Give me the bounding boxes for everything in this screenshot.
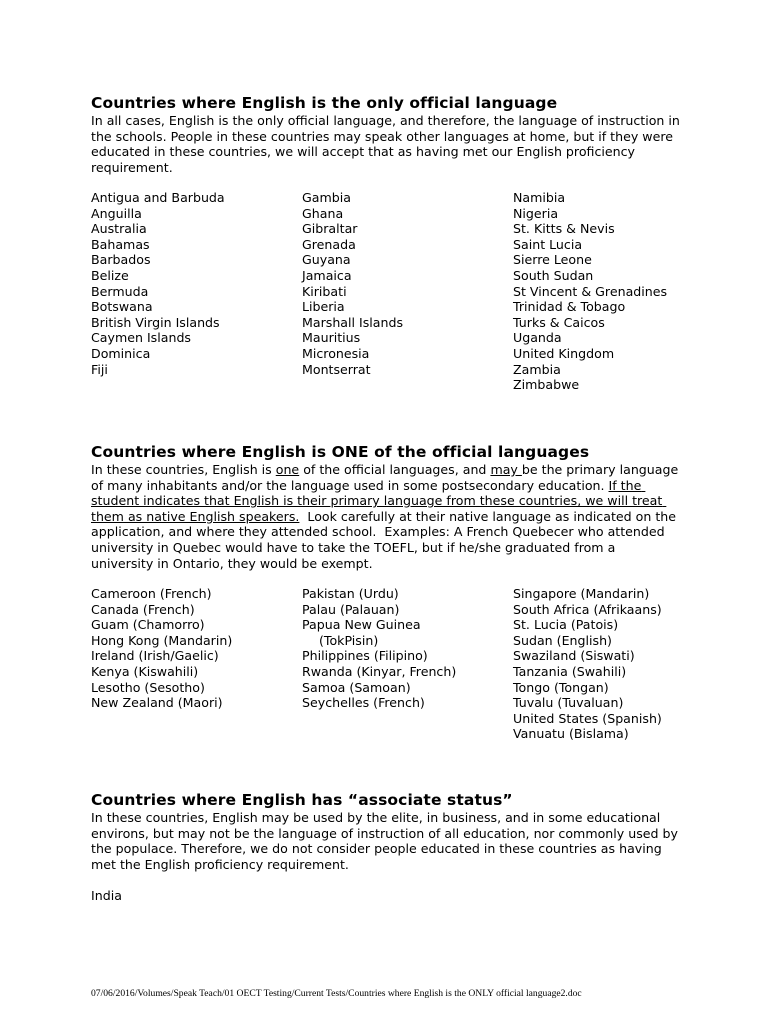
section1-paragraph: In all cases, English is the only official language, and therefore, the language of instruction in the schools. People in these countries may speak other languages at home, but if they were educated in these countries, we will accept that as having met our English proficiency requirement. — [91, 113, 680, 175]
country-list-item: South Sudan — [513, 267, 594, 283]
country-list-item: St Vincent & Grenadines — [513, 283, 668, 299]
country-list-item: Guam (Chamorro) — [91, 617, 205, 633]
country-list-item: United States (Spanish) — [513, 710, 662, 726]
section2-text-may: may — [490, 462, 522, 477]
country-list-item: Trinidad & Tobago — [513, 299, 626, 315]
country-list-item: Gibraltar — [302, 221, 358, 237]
section3-heading: Countries where English has “associate status” — [91, 791, 513, 809]
country-list-item: Grenada — [302, 236, 356, 252]
country-list-item: British Virgin Islands — [91, 314, 220, 330]
country-list-item: Micronesia — [302, 345, 370, 361]
country-list-item: Tanzania (Swahili) — [513, 663, 627, 679]
section2-text-underlined: If the student indicates that English is their primary language from these countries, we will treat them as native English speakers. — [91, 477, 667, 524]
country-list-item: Sudan (English) — [513, 632, 612, 648]
country-list-item: Caymen Islands — [91, 330, 191, 346]
country-list-item: Fiji — [91, 361, 108, 377]
section1-heading: Countries where English is the only official language — [91, 94, 558, 112]
country-list-item: Hong Kong (Mandarin) — [91, 632, 233, 648]
country-list-item: United Kingdom — [513, 345, 615, 361]
country-list-item: Zimbabwe — [513, 377, 580, 393]
country-list-item: Zambia — [513, 361, 561, 377]
country-list-item: Tuvalu (Tuvaluan) — [513, 695, 624, 711]
country-list-item: Vanuatu (Bislama) — [513, 726, 629, 742]
section2-heading: Countries where English is ONE of the official languages — [91, 443, 590, 461]
country-list-item: Bermuda — [91, 283, 149, 299]
country-list-item: Barbados — [91, 252, 151, 268]
section3-paragraph: In these countries, English may be used by the elite, in business, and in some educational environs, but may not be the language of instruction of all education, nor commonly used by the populace. Therefore, we do not consider people educated in these countries as having met the English proficiency requirement. — [91, 810, 678, 872]
section2-column-2 — [302, 586, 507, 711]
section-associate-status — [91, 791, 681, 872]
section2-text-a: In these countries, English is — [91, 462, 276, 477]
country-list-item: (TokPisin) — [319, 632, 379, 648]
section2-text-one: one — [275, 462, 300, 477]
country-list-item: Nigeria — [513, 205, 559, 221]
section2-paragraph — [91, 462, 681, 571]
country-list-item: Gambia — [302, 190, 351, 205]
country-list-item: Mauritius — [302, 330, 361, 346]
country-list-item: Namibia — [513, 190, 566, 205]
country-list-item: Papua New Guinea — [302, 617, 421, 633]
country-list-item: Philippines (Filipino) — [302, 648, 428, 664]
country-list-item: Cameroon (French) — [91, 586, 212, 601]
country-list-item: Samoa (Samoan) — [302, 679, 411, 695]
country-list-item: Ghana — [302, 205, 344, 221]
country-list-item: Kiribati — [302, 283, 347, 299]
country-list-item: Canada (French) — [91, 601, 195, 617]
section1-column-3 — [513, 190, 718, 393]
country-list-item: Bahamas — [91, 236, 150, 252]
footer-file-path: 07/06/2016/Volumes/Speak Teach/01 OECT Testing/Current Tests/Countries where English is the ONLY official language2.doc — [91, 988, 582, 999]
country-list-item: Antigua and Barbuda — [91, 190, 225, 205]
country-list-item: Turks & Caicos — [513, 314, 605, 330]
country-list-item: Guyana — [302, 252, 351, 268]
section3-country-india: India — [91, 888, 122, 903]
country-list-item: Palau (Palauan) — [302, 601, 400, 617]
country-list-item: Uganda — [513, 330, 562, 346]
section1-column-2 — [302, 190, 507, 377]
country-list-item: Botswana — [91, 299, 153, 315]
country-list-item: Anguilla — [91, 205, 142, 221]
country-list-item: Saint Lucia — [513, 236, 583, 252]
country-list-item: St. Lucia (Patois) — [513, 617, 619, 633]
country-list-item: Pakistan (Urdu) — [302, 586, 399, 601]
country-list-item: Dominica — [91, 345, 151, 361]
section2-column-1 — [91, 586, 296, 711]
country-list-item: Singapore (Mandarin) — [513, 586, 650, 601]
section-one-of-official — [91, 443, 681, 571]
country-list-item: Montserrat — [302, 361, 371, 377]
country-list-item: Swaziland (Siswati) — [513, 648, 635, 664]
country-list-item: South Africa (Afrikaans) — [513, 601, 662, 617]
country-list-item: Ireland (Irish/Gaelic) — [91, 648, 219, 664]
country-list-item: Sierre Leone — [513, 252, 592, 268]
section2-text-b: of the official languages, and — [299, 462, 491, 477]
country-list-item: Lesotho (Sesotho) — [91, 679, 205, 695]
country-list-item: Belize — [91, 267, 129, 283]
section2-text-c: be the primary language of many inhabitants and/or the language used in some postsecondary education. — [91, 462, 683, 493]
country-list-item: Tongo (Tongan) — [513, 679, 609, 695]
country-list-item: Liberia — [302, 299, 345, 315]
country-list-item: Australia — [91, 221, 147, 237]
section2-text-d: Look carefully at their native language as indicated on the application, and where they attended school. Examples: A French Quebecer who attended university in Quebec would have to take the TOEFL, but if he/she graduated from a university in Ontario, they would be exempt. — [91, 508, 681, 571]
country-list-item: Marshall Islands — [302, 314, 404, 330]
country-list-item: Kenya (Kiswahili) — [91, 663, 199, 679]
country-list-item: New Zealand (Maori) — [91, 695, 223, 711]
country-list-item: Rwanda (Kinyar, French) — [302, 663, 457, 679]
section-only-official — [91, 94, 681, 175]
country-list-item: St. Kitts & Nevis — [513, 221, 615, 237]
section2-column-3 — [513, 586, 718, 742]
country-list-item: Jamaica — [302, 267, 352, 283]
country-list-item: Seychelles (French) — [302, 695, 425, 711]
section1-column-1 — [91, 190, 296, 377]
